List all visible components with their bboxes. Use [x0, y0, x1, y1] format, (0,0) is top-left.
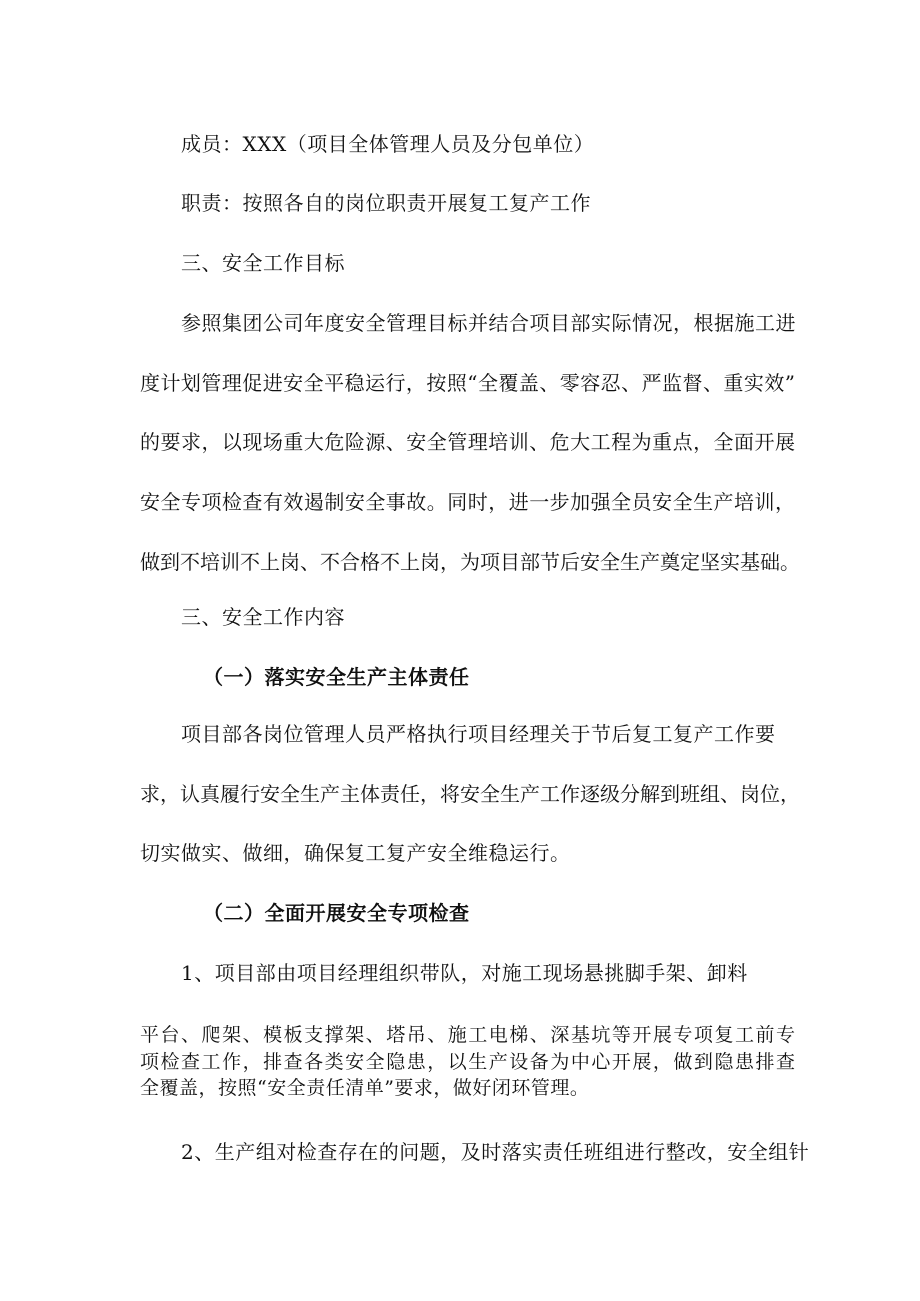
- paragraph-goals-line-4: 安全专项检查有效遏制安全事故。同时，进一步加强全员安全生产培训，: [140, 490, 795, 514]
- paragraph-inspection-line-3: 项检查工作，排查各类安全隐患，以生产设备为中心开展，做到隐患排查: [140, 1051, 795, 1073]
- paragraph-goals-line-3: 的要求，以现场重大危险源、安全管理培训、危大工程为重点，全面开展: [140, 430, 795, 454]
- paragraph-goals-line-1: 参照集团公司年度安全管理目标并结合项目部实际情况，根据施工进: [181, 311, 796, 335]
- paragraph-inspection-line-4: 全覆盖，按照“安全责任清单”要求，做好闭环管理。: [140, 1077, 590, 1099]
- paragraph-goals-line-2: 度计划管理促进安全平稳运行，按照“全覆盖、零容忍、严监督、重实效”: [140, 371, 795, 395]
- paragraph-inspection-line-1: 1、项目部由项目经理组织带队，对施工现场悬挑脚手架、卸料: [181, 961, 748, 985]
- paragraph-responsibility-line-1: 项目部各岗位管理人员严格执行项目经理关于节后复工复产工作要: [181, 722, 776, 746]
- paragraph-goals-line-5: 做到不培训不上岗、不合格不上岗，为项目部节后安全生产奠定坚实基础。: [140, 550, 800, 574]
- subheading-special-inspection: （二）全面开展安全专项检查: [203, 901, 470, 925]
- section-heading-safety-goals: 三、安全工作目标: [181, 251, 345, 275]
- members-line: 成员：XXX（项目全体管理人员及分包单位）: [181, 132, 595, 156]
- subheading-responsibility: （一）落实安全生产主体责任: [203, 665, 470, 689]
- paragraph-rectification-line-1: 2、生产组对检查存在的问题，及时落实责任班组进行整改，安全组针: [181, 1140, 810, 1164]
- paragraph-responsibility-line-3: 切实做实、做细，确保复工复产安全维稳运行。: [140, 841, 571, 865]
- duties-line: 职责：按照各自的岗位职责开展复工复产工作: [181, 191, 591, 215]
- paragraph-responsibility-line-2: 求，认真履行安全生产主体责任，将安全生产工作逐级分解到班组、岗位，: [140, 782, 800, 806]
- paragraph-inspection-line-2: 平台、爬架、模板支撑架、塔吊、施工电梯、深基坑等开展专项复工前专: [140, 1024, 795, 1046]
- section-heading-safety-content: 三、安全工作内容: [181, 605, 345, 629]
